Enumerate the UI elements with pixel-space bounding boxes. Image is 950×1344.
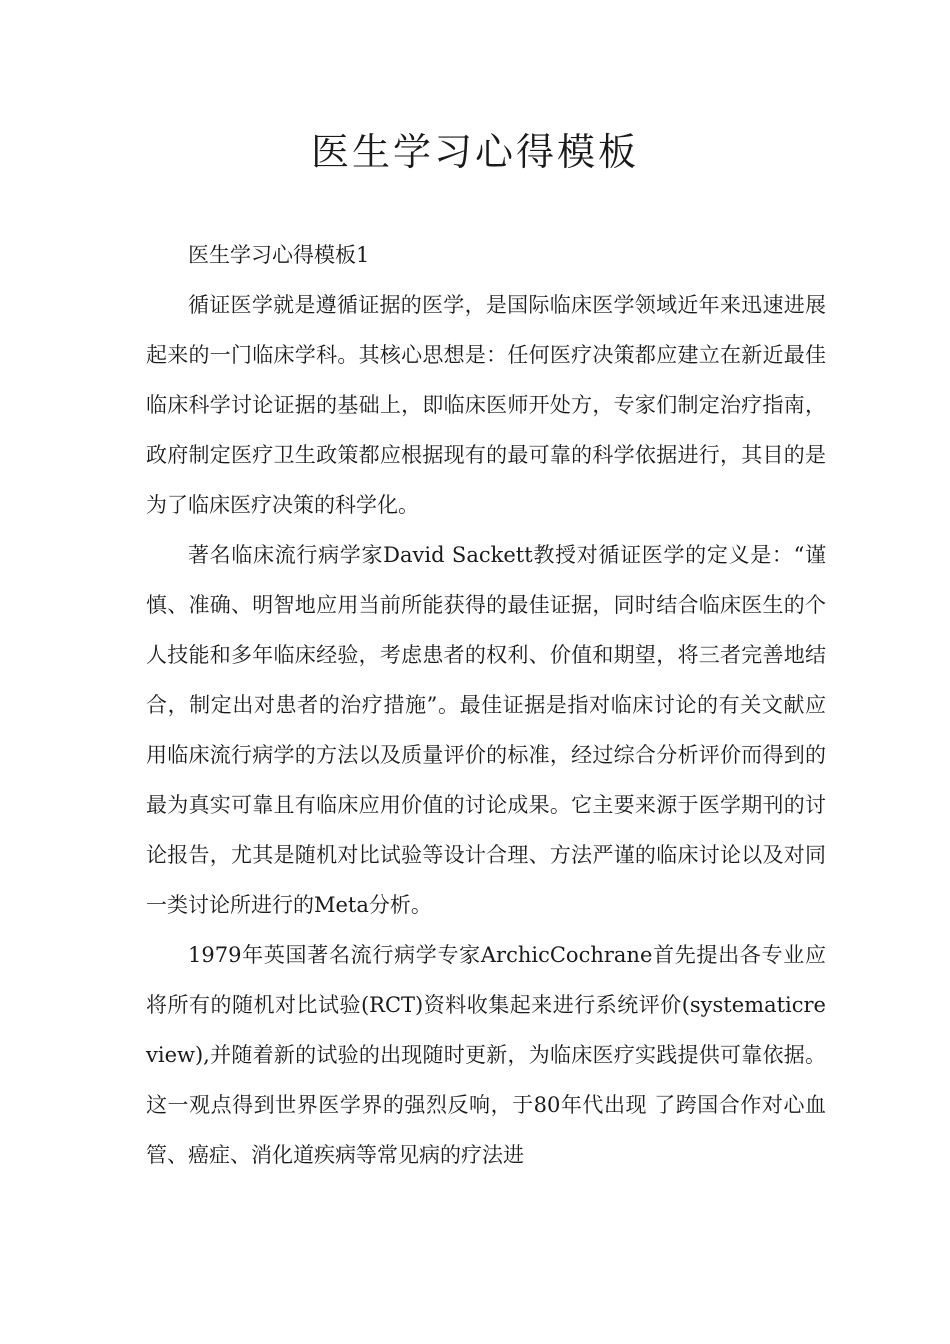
- paragraph-2: 著名临床流行病学家David Sackett教授对循证医学的定义是：“谨慎、准确、明智地应用当前所能获得的最佳证据，同时结合临床医生的个人技能和多年临床经验，考虑患者的权利、价值和期望，将三者完善地结合，制定出对患者的治疗措施”。最佳证据是指对临床讨论的有关文献应用临床流行病学的方法以及质量评价的标准，经过综合分析评价而得到的最为真实可靠且有临床应用价值的讨论成果。它主要来源于医学期刊的讨论报告，尤其是随机对比试验等设计合理、方法严谨的临床讨论以及对同一类讨论所进行的Meta分析。: [146, 543, 826, 917]
- paragraph-1: 循证医学就是遵循证据的医学，是国际临床医学领域近年来迅速进展起来的一门临床学科。其核心思想是：任何医疗决策都应建立在新近最佳临床科学讨论证据的基础上，即临床医师开处方，专家们制定治疗指南，政府制定医疗卫生政策都应根据现有的最可靠的科学依据进行，其目的是为了临床医疗决策的科学化。: [146, 293, 826, 517]
- document-title: 医生学习心得模板: [310, 130, 639, 174]
- paragraph-3: 1979年英国著名流行病学专家ArchicCochrane首先提出各专业应将所有的随机对比试验(RCT)资料收集起来进行系统评价(systematicreview),并随着新的试验的出现随时更新，为临床医疗实践提供可靠依据。这一观点得到世界医学界的强烈反响，于80年代出现 了跨国合作对心血管、癌症、消化道疾病等常见病的疗法进: [146, 943, 826, 1167]
- section-heading: 医生学习心得模板1: [188, 243, 370, 267]
- document-body: [146, 230, 826, 1180]
